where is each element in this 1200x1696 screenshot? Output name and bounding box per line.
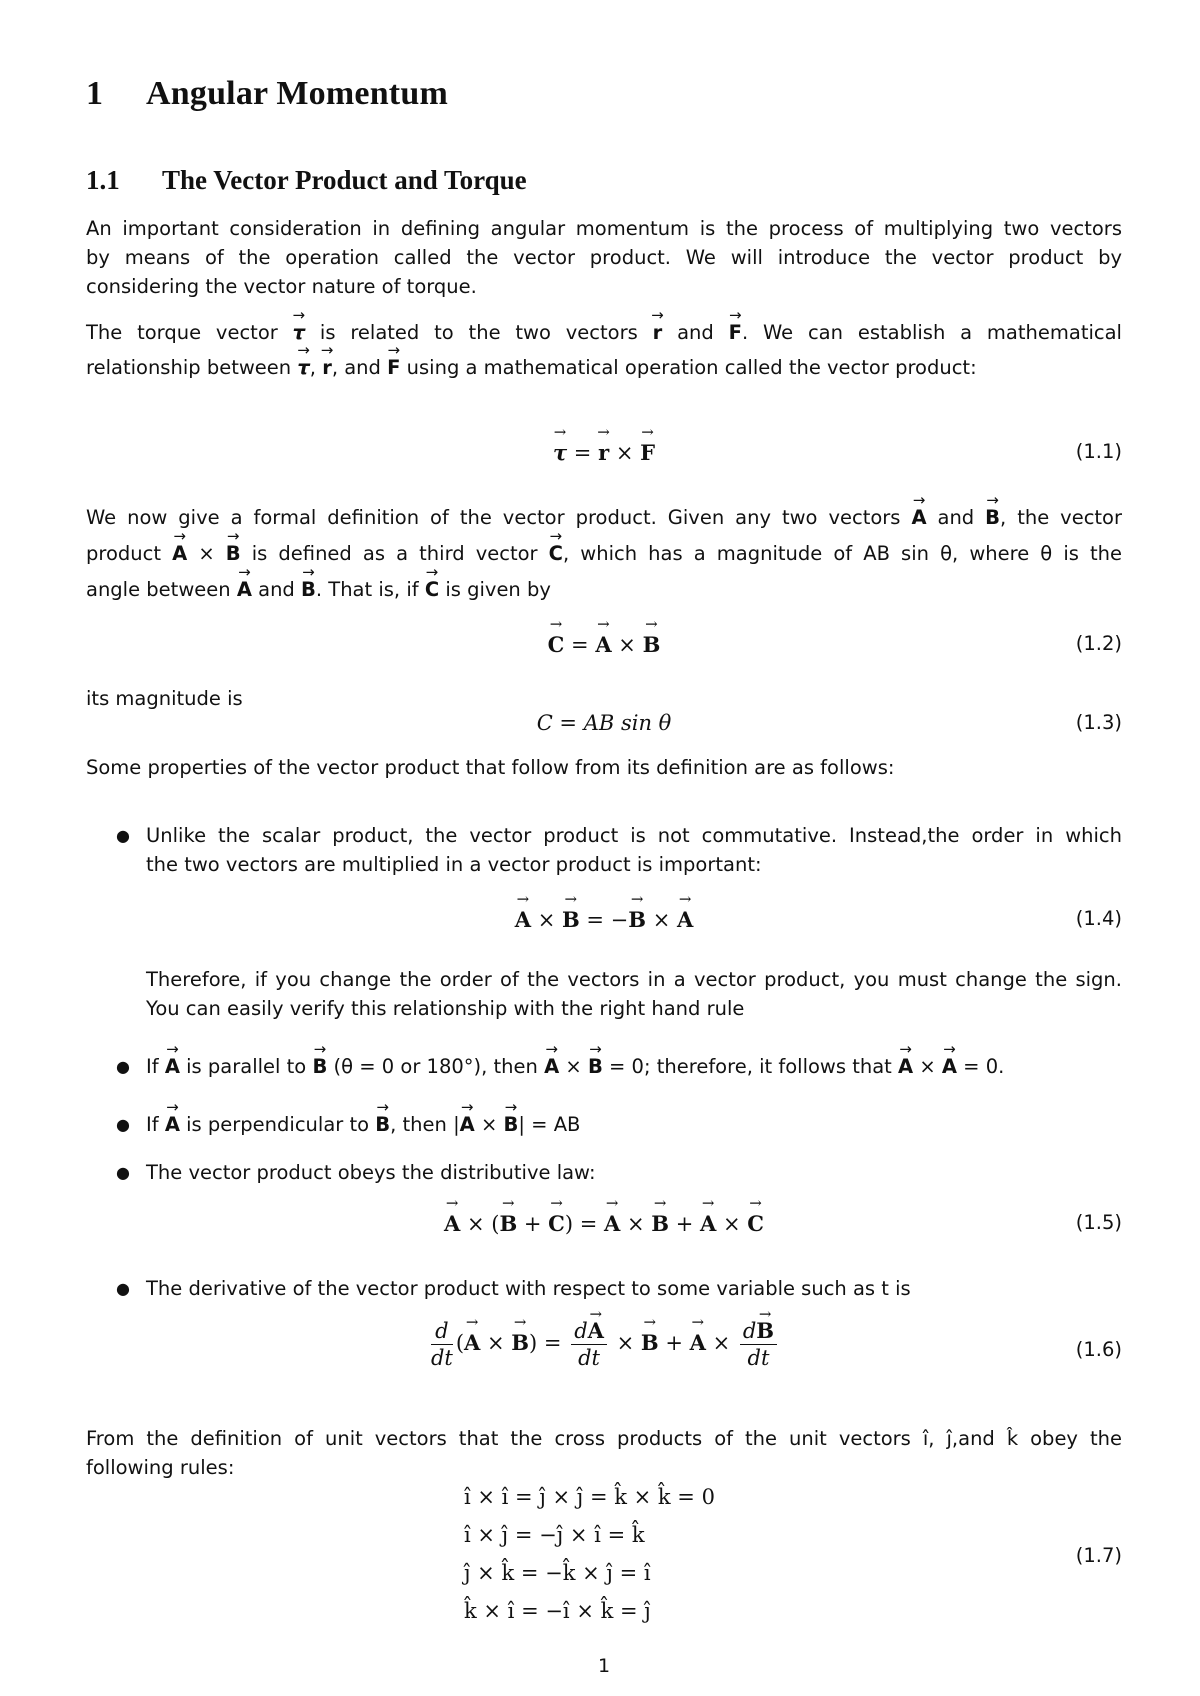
unit-rule: î × î = ĵ × ĵ = k̂ × k̂ = 0 — [464, 1485, 715, 1509]
para2-text: . We can establish a mathematical — [741, 321, 1122, 344]
intro-paragraph — [86, 214, 1122, 301]
section-title: Angular Momentum — [146, 75, 448, 112]
bullet-segment: = 0; therefore, it follows that — [609, 1055, 892, 1078]
bullet-non-commutative — [116, 821, 1122, 879]
para2-line2: relationship between → τ, → r, and → F using a mathematical operation called the vector product: — [86, 353, 1122, 382]
a-vector: → A — [165, 1052, 180, 1081]
para2-line1 — [86, 318, 1122, 347]
bullet-text — [146, 821, 1122, 879]
para3-text: product — [86, 542, 162, 565]
subsection-number: 1.1 — [86, 165, 120, 195]
equation-body: → A × → B = −→ B × → A — [86, 907, 1122, 932]
unit-rule: î × ĵ = −ĵ × î = k̂ — [464, 1523, 645, 1547]
a-vector: → A — [544, 1052, 559, 1081]
b-vector: → B — [504, 1110, 519, 1139]
torque-paragraph — [86, 318, 1122, 382]
section-number: 1 — [86, 75, 104, 112]
equation-tag: (1.2) — [1075, 632, 1122, 655]
para2-text: relationship between — [86, 356, 292, 379]
a-vector: → A — [165, 1110, 180, 1139]
page-number: 1 — [597, 1655, 611, 1677]
para3-text: and — [258, 578, 295, 601]
r-vector: → r — [322, 353, 332, 382]
bullet-segment: | = AB — [518, 1113, 581, 1136]
para3-text: angle between — [86, 578, 231, 601]
para3-text: , which has a magnitude of AB sin θ, where θ is the — [562, 542, 1122, 565]
b-vector: → B — [375, 1110, 390, 1139]
bullet-segment: If — [146, 1113, 159, 1136]
unit-rule: k̂ × î = −î × k̂ = ĵ — [464, 1599, 651, 1623]
unit-vector-paragraph — [86, 1424, 1122, 1482]
para3-text: is defined as a third vector — [251, 542, 538, 565]
a-vector: → A — [172, 539, 187, 568]
para1-line1: An important consideration in defining angular momentum is the process of multiplying two vectors — [86, 217, 1122, 240]
a-vector: → A — [898, 1052, 913, 1081]
equation-1-6 — [86, 1318, 1122, 1386]
equation-tag: (1.6) — [1075, 1338, 1122, 1361]
para3-line1 — [86, 503, 1122, 532]
bullet-segment: (θ = 0 or 180°), then — [333, 1055, 538, 1078]
para2-text: is related to the two vectors — [319, 321, 638, 344]
tau-vector: → τ — [297, 353, 309, 382]
f-vector: → F — [729, 318, 742, 347]
properties-intro: Some properties of the vector product that follow from its definition are as follows: — [86, 756, 895, 779]
equation-tag: (1.4) — [1075, 907, 1122, 930]
b-vector: → B — [312, 1052, 327, 1081]
a-vector: → A — [237, 575, 252, 604]
bullet-line: the two vectors are multiplied in a vector product is important: — [146, 853, 762, 876]
para3-text: We now give a formal definition of the vector product. Given any two vectors — [86, 506, 901, 529]
bullet-dot: ● — [116, 1279, 130, 1298]
bullet-parallel — [116, 1052, 1122, 1081]
document-page — [86, 0, 1122, 1696]
bullet-segment: is parallel to — [186, 1055, 307, 1078]
bullet-dot: ● — [116, 826, 130, 845]
equation-1-3 — [86, 711, 1122, 751]
bullet-dot: ● — [116, 1057, 130, 1076]
para3-text: . That is, if — [315, 578, 419, 601]
bullet-continuation — [116, 965, 1122, 1023]
bullet-derivative — [116, 1274, 1122, 1303]
magnitude-text: its magnitude is — [86, 687, 243, 710]
equation-body: → τ = → r × → F — [86, 440, 1122, 465]
bullet-text: If → A is parallel to → B (θ = 0 or 180°), then → A × → B = 0; therefore, it follows that → A × → A = 0. — [146, 1052, 1122, 1081]
para2-text: and — [677, 321, 714, 344]
bullet-text — [146, 965, 1122, 1023]
bullet-line: Therefore, if you change the order of the vectors in a vector product, you must change the sign. — [146, 968, 1122, 991]
r-vector: → r — [653, 318, 663, 347]
b-vector: → B — [588, 1052, 603, 1081]
equation-1-4 — [86, 907, 1122, 947]
bullet-text: If → A is perpendicular to → B, then |→ A × → B| = AB — [146, 1110, 1122, 1139]
unit-rule: ĵ × k̂ = −k̂ × ĵ = î — [464, 1561, 651, 1585]
equation-tag: (1.1) — [1075, 440, 1122, 463]
equation-body: → C = → A × → B — [86, 632, 1122, 657]
para1-line3: considering the vector nature of torque. — [86, 275, 477, 298]
para3-line3 — [86, 575, 1122, 604]
bullet-text: The vector product obeys the distributive law: — [146, 1161, 596, 1184]
b-vector: → B — [985, 503, 1000, 532]
b-vector: → B — [226, 539, 241, 568]
equation-1-2 — [86, 632, 1122, 672]
bullet-segment: is perpendicular to — [186, 1113, 370, 1136]
bullet-text: The derivative of the vector product with respect to some variable such as t is — [146, 1277, 911, 1300]
c-vector: → C — [425, 575, 439, 604]
section-heading — [86, 75, 448, 113]
equation-body: $\frac{d}{dt}$ (→ A × → B) = $\frac{d\to A}{dt}$ × → B + → A × $\frac{d\to B}{dt}$ — [86, 1318, 1122, 1371]
equation-tag: (1.7) — [1075, 1544, 1122, 1567]
bullet-perpendicular — [116, 1110, 1122, 1139]
equation-body: → A × (→ B + → C) = → A × → B + → A × → C — [86, 1211, 1122, 1236]
bullet-line: You can easily verify this relationship with the right hand rule — [146, 997, 745, 1020]
para3-text: is given by — [445, 578, 551, 601]
equation-tag: (1.5) — [1075, 1211, 1122, 1234]
subsection-heading — [86, 165, 527, 196]
para2-text: using a mathematical operation called the vector product: — [406, 356, 977, 379]
equation-body: C = AB sin θ — [536, 711, 672, 735]
unit-para-line1: From the definition of unit vectors that the cross products of the unit vectors î, ĵ,and k̂ obey the — [86, 1427, 1122, 1450]
equation-1-1 — [86, 440, 1122, 480]
para2-text: The torque vector — [86, 321, 278, 344]
bullet-segment: = 0. — [963, 1055, 1005, 1078]
b-vector: → B — [301, 575, 316, 604]
tau-vector: → τ — [293, 318, 305, 347]
subsection-title: The Vector Product and Torque — [162, 165, 527, 195]
para3-line2: product → A × → B is defined as a third vector → C, which has a magnitude of AB sin θ, where θ is the — [86, 539, 1122, 568]
para1-line2: by means of the operation called the vector product. We will introduce the vector product by — [86, 246, 1122, 269]
bullet-segment: If — [146, 1055, 159, 1078]
unit-para-line2: following rules: — [86, 1456, 235, 1479]
bullet-dot: ● — [116, 1163, 130, 1182]
bullet-segment: , then | — [390, 1113, 460, 1136]
equation-1-7 — [86, 1544, 1122, 1584]
para2-text: , and — [331, 356, 381, 379]
para3-text: and — [937, 506, 975, 529]
bullet-line: Unlike the scalar product, the vector product is not commutative. Instead,the order in which — [146, 824, 1122, 847]
bullet-dot: ● — [116, 1115, 130, 1134]
f-vector: → F — [387, 353, 400, 382]
c-vector: → C — [549, 539, 563, 568]
equation-tag: (1.3) — [1075, 711, 1122, 734]
para3-text: , the vector — [1000, 506, 1123, 529]
bullet-distributive — [116, 1158, 1122, 1187]
a-vector: → A — [911, 503, 926, 532]
definition-paragraph — [86, 503, 1122, 604]
equation-1-5 — [86, 1211, 1122, 1251]
a-vector: → A — [942, 1052, 957, 1081]
a-vector: → A — [460, 1110, 475, 1139]
